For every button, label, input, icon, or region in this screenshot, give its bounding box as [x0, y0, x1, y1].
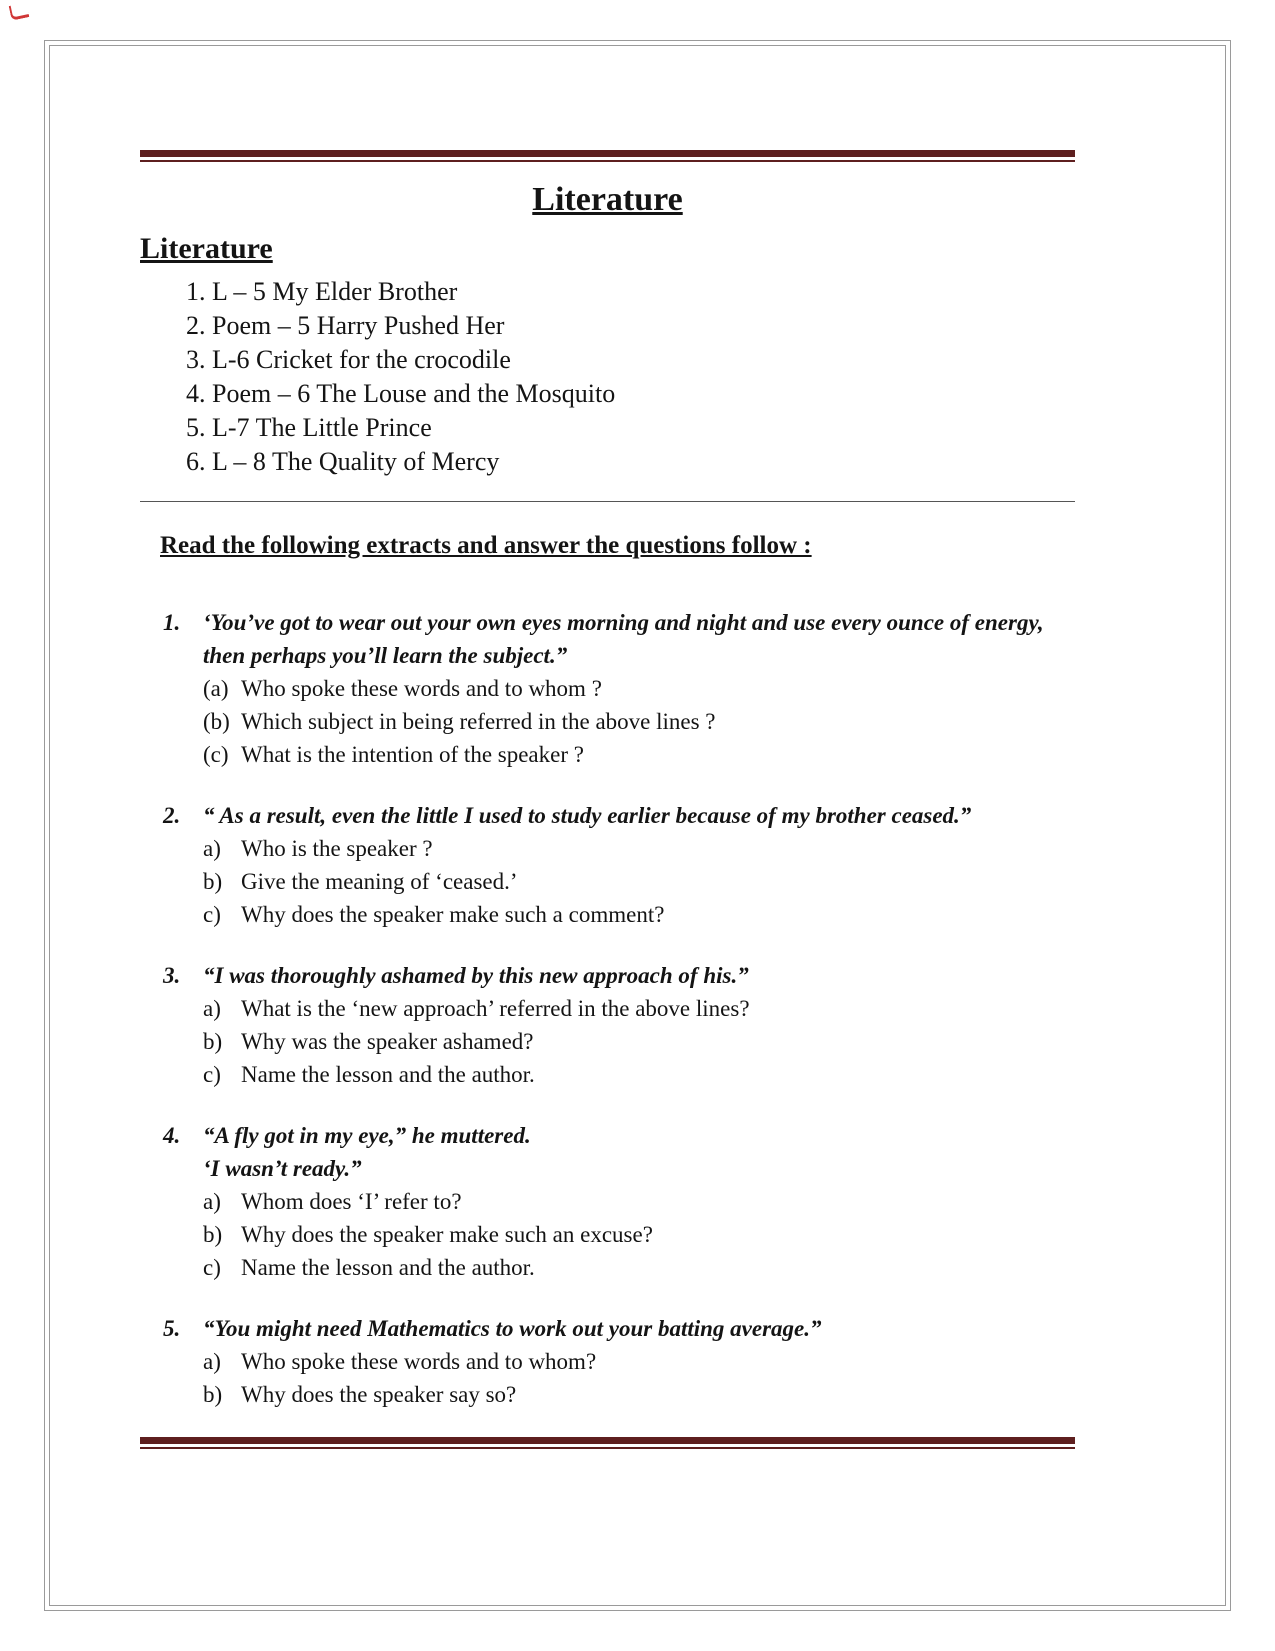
question-body: [203, 1119, 1075, 1284]
sub-question-text: What is the intention of the speaker ?: [241, 742, 584, 768]
question-number: 2.: [163, 803, 181, 829]
question-quote: “ As a result, even the little I used to study earlier because of my brother ceased.”: [203, 803, 972, 829]
lesson-item: 5. L-7 The Little Prince: [212, 411, 1075, 445]
question-quote: ‘You’ve got to wear out your own eyes morning and night and use every ounce of energy, then perhaps you’ll learn the subject.”: [203, 610, 1044, 669]
top-rule: [140, 150, 1075, 162]
question-list: [163, 606, 1075, 1411]
lesson-item: 4. Poem – 6 The Louse and the Mosquito: [212, 377, 1075, 411]
question-body: [203, 799, 1075, 931]
question-quote: “I was thoroughly ashamed by this new approach of his.”: [203, 963, 749, 989]
sub-question-marker: b): [203, 1222, 223, 1248]
question-body: [203, 1312, 1075, 1411]
question: [163, 799, 1075, 931]
sub-question-text: Who spoke these words and to whom?: [241, 1349, 597, 1375]
sub-question-marker: a): [203, 996, 221, 1022]
bottom-rule-thick-line: [140, 1437, 1075, 1444]
sub-question-marker: (a): [203, 676, 229, 702]
sub-question-text: What is the ‘new approach’ referred in the above lines?: [241, 996, 750, 1022]
sub-question: [203, 1025, 1075, 1058]
sub-question-text: Who spoke these words and to whom ?: [241, 676, 602, 702]
sub-question-marker: a): [203, 1189, 221, 1215]
sub-question: [203, 865, 1075, 898]
sub-question-marker: (b): [203, 709, 230, 735]
section-heading: Literature: [140, 231, 273, 265]
sub-question: [203, 672, 1075, 705]
sub-question: [203, 898, 1075, 931]
question-quote: “You might need Mathematics to work out your batting average.”: [203, 1316, 822, 1342]
question: [163, 606, 1075, 771]
sub-question-marker: c): [203, 1255, 221, 1281]
sub-question-marker: c): [203, 1062, 221, 1088]
sub-question-marker: a): [203, 1349, 221, 1375]
sub-question-text: Give the meaning of ‘ceased.’: [241, 869, 518, 895]
sub-question: [203, 1251, 1075, 1284]
sub-question-text: Why does the speaker make such a comment?: [241, 902, 665, 928]
question-number: 5.: [163, 1316, 181, 1342]
sub-question-marker: b): [203, 1382, 223, 1408]
sub-question-marker: b): [203, 869, 223, 895]
sub-question: [203, 992, 1075, 1025]
sub-question: [203, 1345, 1075, 1378]
top-rule-thin-line: [140, 160, 1075, 162]
sub-question: [203, 1058, 1075, 1091]
sub-question: [203, 1378, 1075, 1411]
lesson-item: 6. L – 8 The Quality of Mercy: [212, 445, 1075, 479]
page-content: [140, 150, 1075, 1439]
sub-question: [203, 1185, 1075, 1218]
sub-question-marker: b): [203, 1029, 223, 1055]
question-number: 3.: [163, 963, 181, 989]
question-quote: “A fly got in my eye,” he muttered.: [203, 1123, 531, 1149]
sub-question-text: Name the lesson and the author.: [241, 1062, 535, 1088]
top-rule-thick-line: [140, 150, 1075, 157]
sub-question-marker: c): [203, 902, 221, 928]
question-body: [203, 606, 1075, 771]
question-quote: ‘I wasn’t ready.”: [203, 1156, 362, 1182]
question: [163, 959, 1075, 1091]
sub-question-text: Name the lesson and the author.: [241, 1255, 535, 1281]
instructions-heading: Read the following extracts and answer the questions follow :: [160, 531, 812, 559]
sub-question-text: Why was the speaker ashamed?: [241, 1029, 534, 1055]
corner-mark-icon: [9, 2, 30, 20]
divider: [140, 501, 1075, 502]
question: [163, 1312, 1075, 1411]
sub-question-marker: (c): [203, 742, 229, 768]
sub-question-text: Why does the speaker say so?: [241, 1382, 517, 1408]
page-title: Literature: [532, 181, 683, 218]
sub-question: [203, 1218, 1075, 1251]
lesson-item: 3. L-6 Cricket for the crocodile: [212, 343, 1075, 377]
question-body: [203, 959, 1075, 1091]
question: [163, 1119, 1075, 1284]
sub-question-text: Whom does ‘I’ refer to?: [241, 1189, 462, 1215]
sub-question-marker: a): [203, 836, 221, 862]
question-number: 4.: [163, 1123, 181, 1149]
sub-question-text: Why does the speaker make such an excuse?: [241, 1222, 653, 1248]
question-number: 1.: [163, 610, 181, 636]
sub-question: [203, 705, 1075, 738]
lesson-list: [140, 275, 1075, 479]
lesson-item: 2. Poem – 5 Harry Pushed Her: [212, 309, 1075, 343]
lesson-item: 1. L – 5 My Elder Brother: [212, 275, 1075, 309]
sub-question-text: Which subject in being referred in the above lines ?: [241, 709, 716, 735]
sub-question: [203, 738, 1075, 771]
sub-question-text: Who is the speaker ?: [241, 836, 433, 862]
bottom-rule: [140, 1437, 1075, 1449]
bottom-rule-thin-line: [140, 1447, 1075, 1449]
sub-question: [203, 832, 1075, 865]
